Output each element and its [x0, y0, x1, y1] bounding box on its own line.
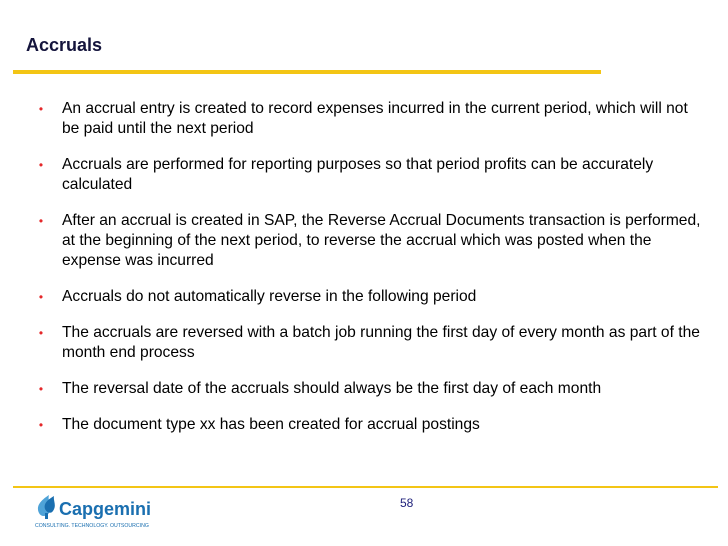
- page-number: 58: [400, 496, 414, 510]
- bullet-text: After an accrual is created in SAP, the Reverse Accrual Documents transaction is performed, at the beginning of the next period, to reverse the accrual which was posted when the expense was incurred: [62, 212, 701, 269]
- spade-icon: [38, 495, 55, 519]
- bullet-item: [34, 323, 704, 363]
- logo-wordmark: Capgemini: [59, 499, 152, 519]
- bullet-icon: •: [38, 158, 44, 172]
- logo-tagline: CONSULTING. TECHNOLOGY. OUTSOURCING: [35, 523, 149, 529]
- bullet-text: The accruals are reversed with a batch job running the first day of every month as part of the month end process: [62, 324, 700, 361]
- bullet-text: An accrual entry is created to record expenses incurred in the current period, which will not be paid until the next period: [62, 100, 688, 137]
- bullet-text: Accruals do not automatically reverse in the following period: [62, 288, 477, 305]
- bullet-item: [34, 211, 704, 271]
- bullet-icon: •: [38, 102, 44, 116]
- title-underline: [13, 70, 601, 74]
- bullet-item: [34, 287, 704, 307]
- bullet-item: [34, 379, 704, 399]
- bullet-list: [34, 99, 704, 451]
- bullet-item: [34, 415, 704, 435]
- bullet-icon: •: [38, 418, 44, 432]
- footer-rule: [13, 486, 718, 488]
- bullet-text: Accruals are performed for reporting purposes so that period profits can be accurately calculated: [62, 156, 654, 193]
- bullet-text: The document type xx has been created for accrual postings: [62, 416, 480, 433]
- bullet-text: The reversal date of the accruals should always be the first day of each month: [62, 380, 602, 397]
- bullet-icon: •: [38, 214, 44, 228]
- bullet-icon: •: [38, 290, 44, 304]
- bullet-item: [34, 99, 704, 139]
- slide-title: Accruals: [26, 35, 103, 55]
- bullet-icon: •: [38, 326, 44, 340]
- bullet-item: [34, 155, 704, 195]
- bullet-icon: •: [38, 382, 44, 396]
- capgemini-logo: [33, 491, 173, 531]
